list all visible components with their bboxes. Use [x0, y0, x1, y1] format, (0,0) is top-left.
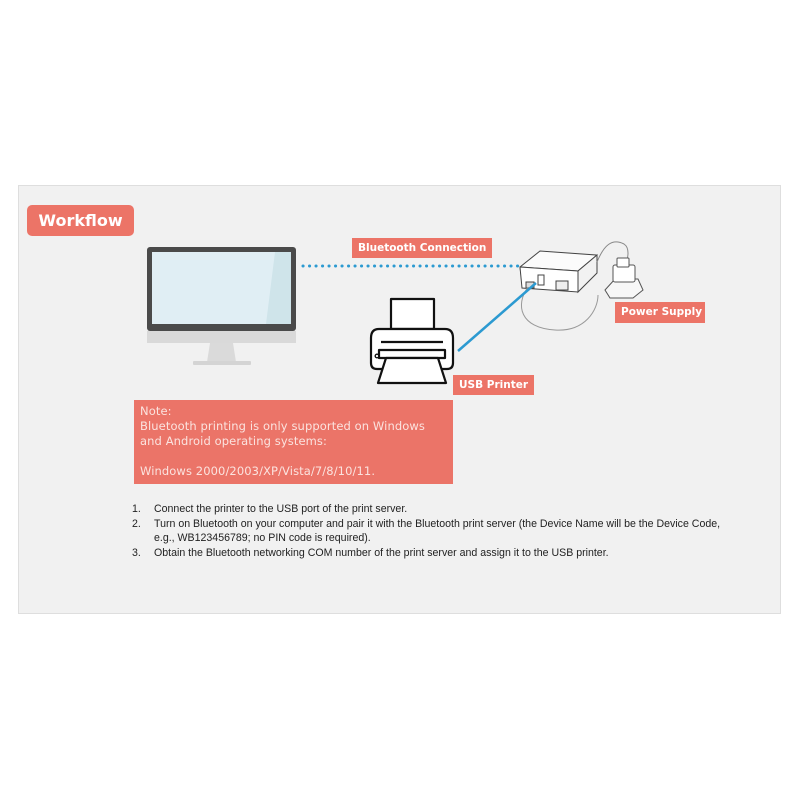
step-item	[132, 517, 732, 546]
steps-list	[132, 502, 732, 560]
step-item	[132, 546, 732, 561]
step-item	[132, 502, 732, 517]
usb-cable-loop	[521, 287, 598, 330]
note-heading: Note:	[140, 404, 172, 418]
power-adapter-icon	[605, 258, 643, 298]
usb-printer-label: USB Printer	[453, 375, 534, 395]
workflow-title-badge: Workflow	[27, 205, 134, 236]
step-number: 3.	[132, 546, 141, 559]
power-supply-label: Power Supply	[615, 302, 705, 323]
step-text: Connect the printer to the USB port of the print server.	[154, 503, 408, 515]
step-number: 2.	[132, 517, 141, 530]
step-text: Turn on Bluetooth on your computer and pair it with the Bluetooth print server (the Device Name will be the Device Code, e.g., WB123456789; no PIN code is required).	[154, 517, 721, 544]
usb-connection-line	[458, 283, 536, 351]
bluetooth-connection-label: Bluetooth Connection	[352, 238, 492, 258]
note-box	[134, 400, 453, 484]
step-text: Obtain the Bluetooth networking COM number of the print server and assign it to the USB printer.	[154, 546, 609, 559]
note-line-3: Windows 2000/2003/XP/Vista/7/8/10/11.	[140, 464, 376, 478]
printer-icon	[371, 299, 453, 383]
step-number: 1.	[132, 503, 141, 515]
desktop-monitor-icon	[147, 247, 296, 365]
note-line-2: and Android operating systems:	[140, 434, 327, 448]
note-line-1: Bluetooth printing is only supported on Windows	[140, 419, 425, 433]
